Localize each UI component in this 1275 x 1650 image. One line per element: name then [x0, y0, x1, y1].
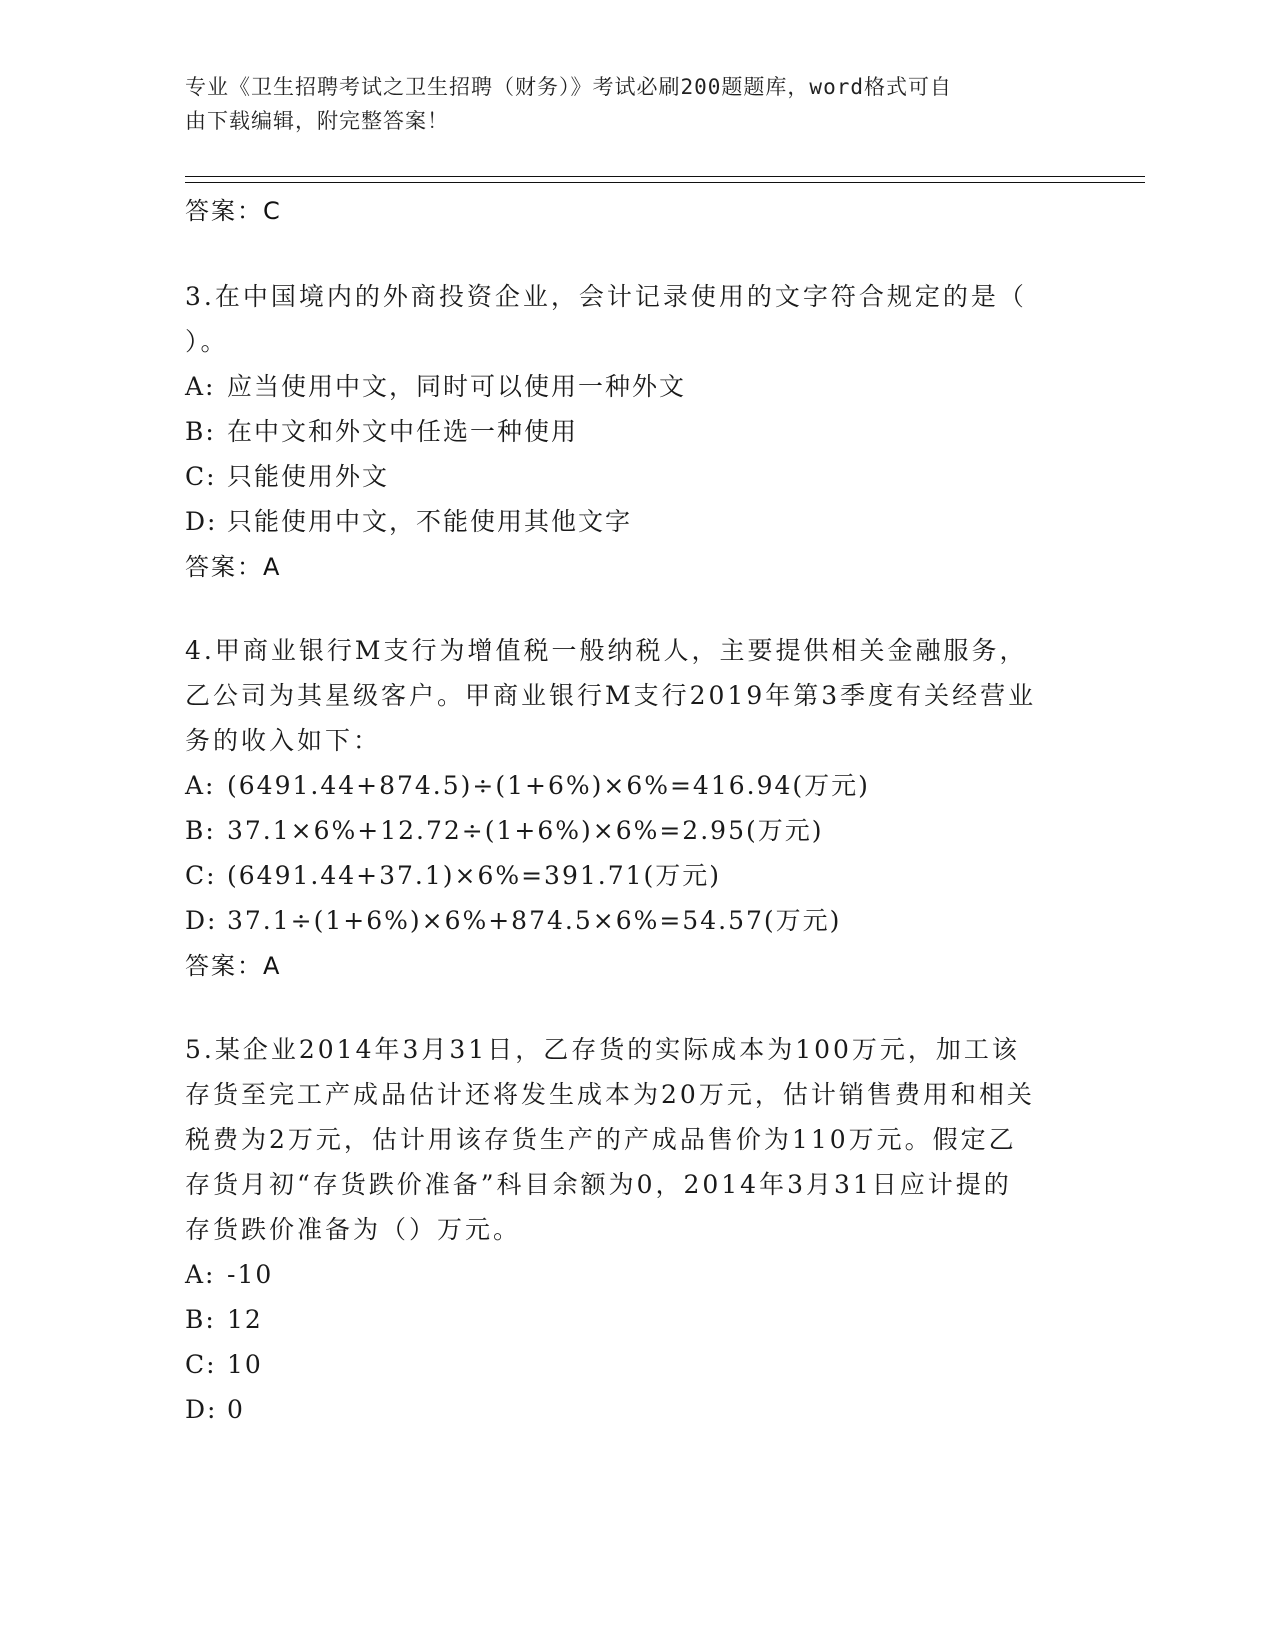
question-text-line: 乙公司为其星级客户。甲商业银行M支行2019年第3季度有关经营业	[185, 681, 1037, 710]
option-letter: D:	[185, 906, 218, 935]
header-divider-bottom	[185, 182, 1145, 183]
header-line-1: 专业《卫生招聘考试之卫生招聘（财务）》考试必刷200题题库，word格式可自	[185, 75, 952, 99]
option-text: (6491.44+874.5)÷(1+6%)×6%=416.94(万元)	[227, 771, 870, 800]
option-d	[185, 898, 1065, 943]
question-text-line: 存货跌价准备为（）万元。	[185, 1215, 522, 1244]
question-text-line: 3.在中国境内的外商投资企业，会计记录使用的文字符合规定的是（	[185, 282, 1027, 311]
option-b	[185, 409, 1065, 454]
option-letter: B:	[185, 816, 216, 845]
option-letter: B:	[185, 1305, 216, 1334]
option-text: 12	[227, 1305, 263, 1334]
option-b	[185, 1297, 1065, 1342]
document-header	[185, 70, 1065, 138]
option-letter: A:	[185, 771, 216, 800]
option-letter: D:	[185, 1395, 218, 1424]
header-line-2: 由下载编辑，附完整答案！	[185, 109, 449, 133]
option-a	[185, 763, 1065, 808]
option-letter: C:	[185, 861, 217, 890]
option-c	[185, 454, 1065, 499]
option-b	[185, 808, 1065, 853]
option-letter: D:	[185, 507, 218, 536]
option-text: 应当使用中文，同时可以使用一种外文	[227, 372, 687, 401]
option-letter: A:	[185, 372, 216, 401]
option-text: 只能使用外文	[227, 462, 390, 491]
document-body	[185, 188, 1065, 1432]
option-a	[185, 364, 1065, 409]
option-c	[185, 853, 1065, 898]
question-text-line: 务的收入如下：	[185, 726, 382, 755]
question-text-line: 税费为2万元，估计用该存货生产的产成品售价为110万元。假定乙	[185, 1125, 1017, 1154]
question-text-line: 5.某企业2014年3月31日，乙存货的实际成本为100万元，加工该	[185, 1035, 1020, 1064]
question-4	[185, 628, 1065, 989]
header-divider-top	[185, 176, 1145, 177]
previous-answer: 答案：C	[185, 197, 282, 225]
option-text: 0	[227, 1395, 245, 1424]
answer-line: 答案：A	[185, 553, 282, 581]
question-text-line: 存货至完工产成品估计还将发生成本为20万元，估计销售费用和相关	[185, 1080, 1035, 1109]
option-text: 10	[227, 1350, 263, 1379]
option-text: 37.1÷(1+6%)×6%+874.5×6%=54.57(万元)	[227, 906, 842, 935]
option-c	[185, 1342, 1065, 1387]
option-letter: A:	[185, 1260, 216, 1289]
option-a	[185, 1252, 1065, 1297]
question-5	[185, 1027, 1065, 1432]
question-text-line: 存货月初“存货跌价准备”科目余额为0，2014年3月31日应计提的	[185, 1170, 1012, 1199]
answer-line: 答案：A	[185, 952, 282, 980]
option-letter: C:	[185, 462, 217, 491]
option-letter: C:	[185, 1350, 217, 1379]
option-text: 37.1×6%+12.72÷(1+6%)×6%=2.95(万元)	[227, 816, 824, 845]
option-text: (6491.44+37.1)×6%=391.71(万元)	[227, 861, 722, 890]
option-letter: B:	[185, 417, 216, 446]
option-d	[185, 499, 1065, 544]
option-text: -10	[227, 1260, 274, 1289]
option-text: 只能使用中文，不能使用其他文字	[227, 507, 633, 536]
option-d	[185, 1387, 1065, 1432]
option-text: 在中文和外文中任选一种使用	[227, 417, 579, 446]
question-3	[185, 274, 1065, 590]
question-text-line: 4.甲商业银行M支行为增值税一般纳税人，主要提供相关金融服务，	[185, 636, 1028, 665]
question-text-line: ）。	[185, 327, 229, 356]
